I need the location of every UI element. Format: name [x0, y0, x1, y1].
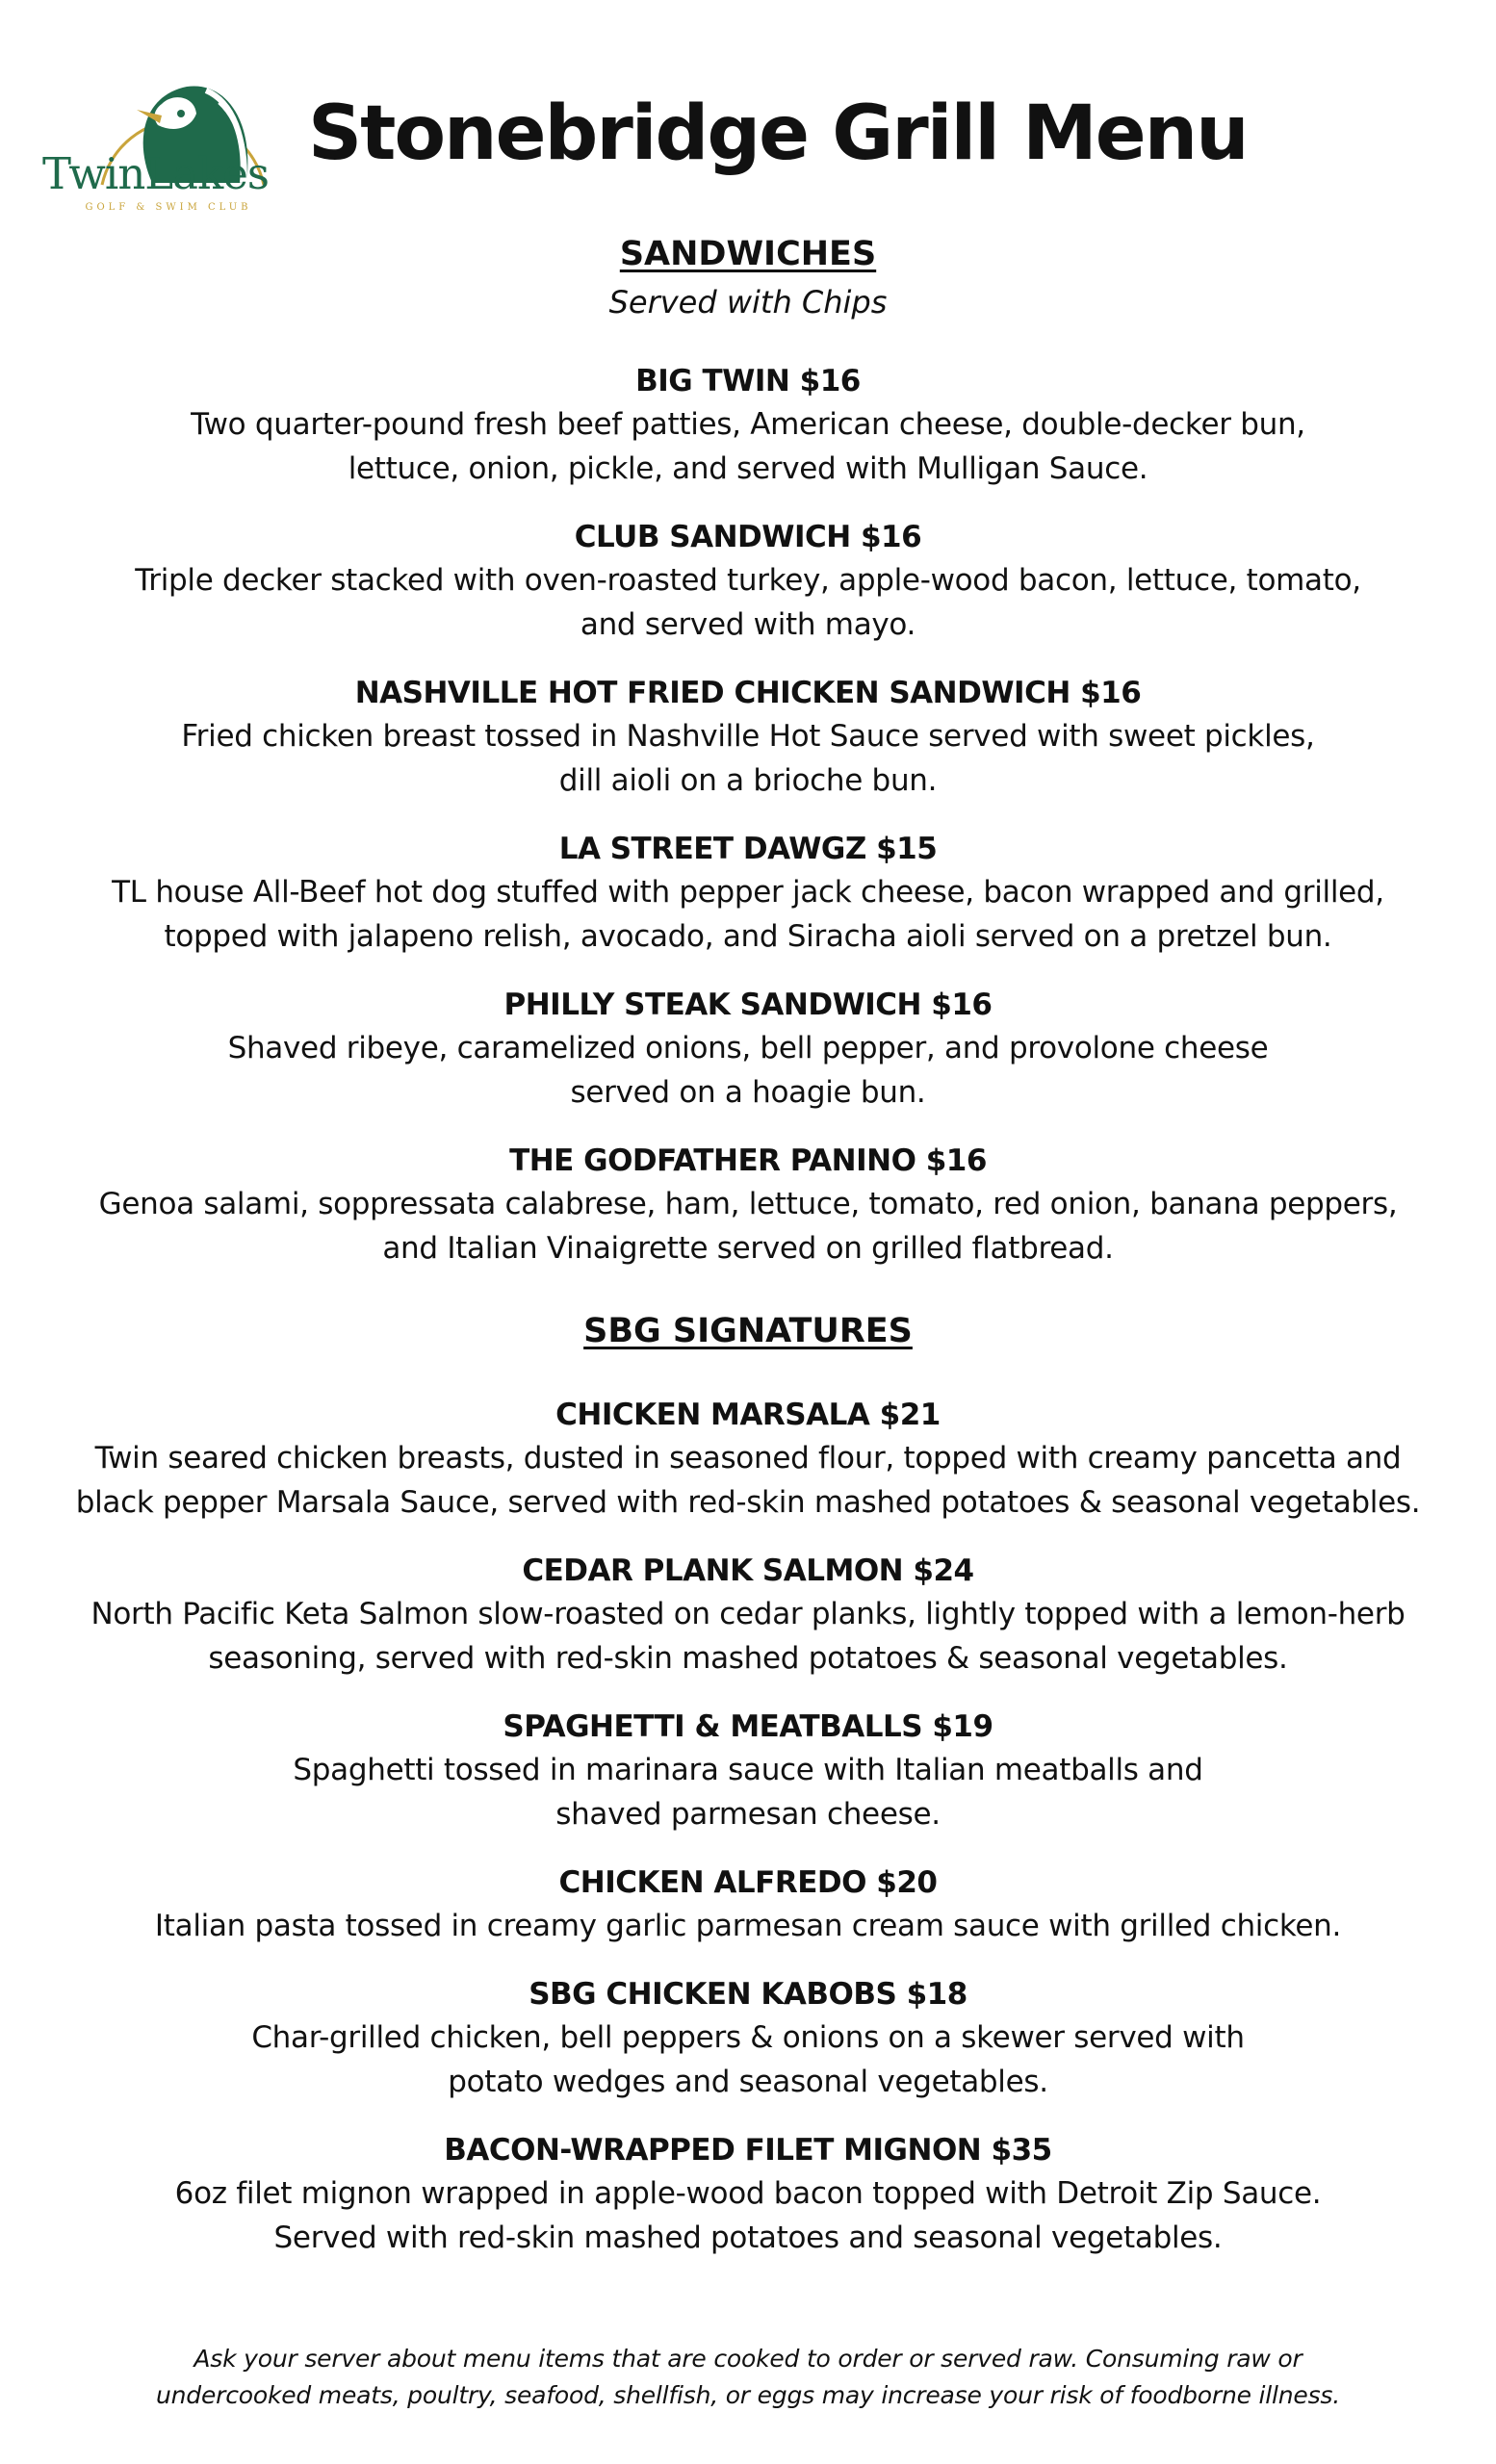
item-description: topped with jalapeno relish, avocado, and Siracha aioli served on a pretzel bun. — [164, 919, 1332, 954]
item-description: Two quarter-pound fresh beef patties, American cheese, double-decker bun, — [191, 407, 1305, 442]
item-description: North Pacific Keta Salmon slow-roasted on cedar planks, lightly topped with a lemon-herb — [90, 1597, 1406, 1631]
item-description: and Italian Vinaigrette served on grilled flatbread. — [382, 1231, 1114, 1266]
item-description: Shaved ribeye, caramelized onions, bell pepper, and provolone cheese — [227, 1031, 1269, 1065]
disclaimer-line: Ask your server about menu items that are cooked to order or served raw. Consuming raw or — [193, 2345, 1303, 2373]
item-description: lettuce, onion, pickle, and served with Mulligan Sauce. — [348, 451, 1148, 486]
item-description: seasoning, served with red-skin mashed potatoes & seasonal vegetables. — [208, 1641, 1288, 1676]
menu-item — [39, 1394, 1457, 1525]
item-name: CEDAR PLANK SALMON $24 — [522, 1553, 974, 1588]
menu-item — [39, 1550, 1457, 1681]
item-name: PHILLY STEAK SANDWICH $16 — [503, 988, 993, 1022]
logo-wordmark: TwinLakes — [42, 148, 270, 199]
section-title-sandwiches: SANDWICHES — [619, 235, 877, 273]
menu-item — [39, 1140, 1457, 1270]
menu-item — [39, 1861, 1457, 1948]
item-name: NASHVILLE HOT FRIED CHICKEN SANDWICH $16 — [354, 676, 1142, 710]
item-description: dill aioli on a brioche bun. — [558, 763, 938, 798]
item-name: BIG TWIN $16 — [635, 364, 861, 398]
menu-item — [39, 984, 1457, 1115]
item-description: Triple decker stacked with oven-roasted turkey, apple-wood bacon, lettuce, tomato, — [135, 563, 1361, 598]
item-description: Served with red-skin mashed potatoes and seasonal vegetables. — [273, 2220, 1223, 2255]
item-description: black pepper Marsala Sauce, served with red-skin mashed potatoes & seasonal vegetables. — [75, 1485, 1421, 1520]
item-description: potato wedges and seasonal vegetables. — [448, 2065, 1048, 2099]
item-description: served on a hoagie bun. — [570, 1075, 926, 1110]
item-name: SPAGHETTI & MEATBALLS $19 — [503, 1709, 993, 1744]
item-description: 6oz filet mignon wrapped in apple-wood bacon topped with Detroit Zip Sauce. — [174, 2176, 1322, 2211]
item-name: CLUB SANDWICH $16 — [574, 520, 922, 554]
item-description: and served with mayo. — [580, 607, 916, 642]
menu-item — [39, 2129, 1457, 2260]
item-description: Spaghetti tossed in marinara sauce with Italian meatballs and — [293, 1753, 1203, 1787]
section-title-signatures: SBG SIGNATURES — [583, 1312, 913, 1350]
menu-item — [39, 360, 1457, 491]
menu-item — [39, 672, 1457, 803]
item-name: CHICKEN MARSALA $21 — [555, 1398, 941, 1432]
disclaimer-line: undercooked meats, poultry, seafood, shellfish, or eggs may increase your risk of foodborne illness. — [155, 2381, 1341, 2409]
item-description: Fried chicken breast tossed in Nashville Hot Sauce served with sweet pickles, — [181, 719, 1315, 754]
item-name: CHICKEN ALFREDO $20 — [558, 1865, 938, 1900]
item-name: SBG CHICKEN KABOBS $18 — [529, 1977, 967, 2012]
item-description: Genoa salami, soppressata calabrese, ham, lettuce, tomato, red onion, banana peppers, — [98, 1187, 1398, 1221]
menu-item — [39, 1973, 1457, 2104]
page-title: Stonebridge Grill Menu — [308, 90, 1248, 177]
menu-item — [39, 1706, 1457, 1836]
item-description: Twin seared chicken breasts, dusted in seasoned flour, topped with creamy pancetta and — [94, 1441, 1402, 1476]
item-description: Char-grilled chicken, bell peppers & onions on a skewer served with — [251, 2020, 1245, 2055]
item-description: shaved parmesan cheese. — [555, 1797, 941, 1832]
item-description: TL house All-Beef hot dog stuffed with pepper jack cheese, bacon wrapped and grilled, — [112, 875, 1384, 910]
section-subtitle: Served with Chips — [608, 284, 888, 321]
item-description: Italian pasta tossed in creamy garlic parmesan cream sauce with grilled chicken. — [154, 1909, 1342, 1943]
twin-lakes-logo — [40, 42, 283, 225]
menu-item — [39, 828, 1457, 959]
item-name: LA STREET DAWGZ $15 — [558, 832, 938, 866]
menu-item — [39, 516, 1457, 647]
food-safety-disclaimer — [39, 2341, 1457, 2414]
logo-tagline: GOLF & SWIM CLUB — [85, 202, 252, 213]
item-name: THE GODFATHER PANINO $16 — [509, 1143, 987, 1178]
item-name: BACON-WRAPPED FILET MIGNON $35 — [444, 2133, 1052, 2168]
